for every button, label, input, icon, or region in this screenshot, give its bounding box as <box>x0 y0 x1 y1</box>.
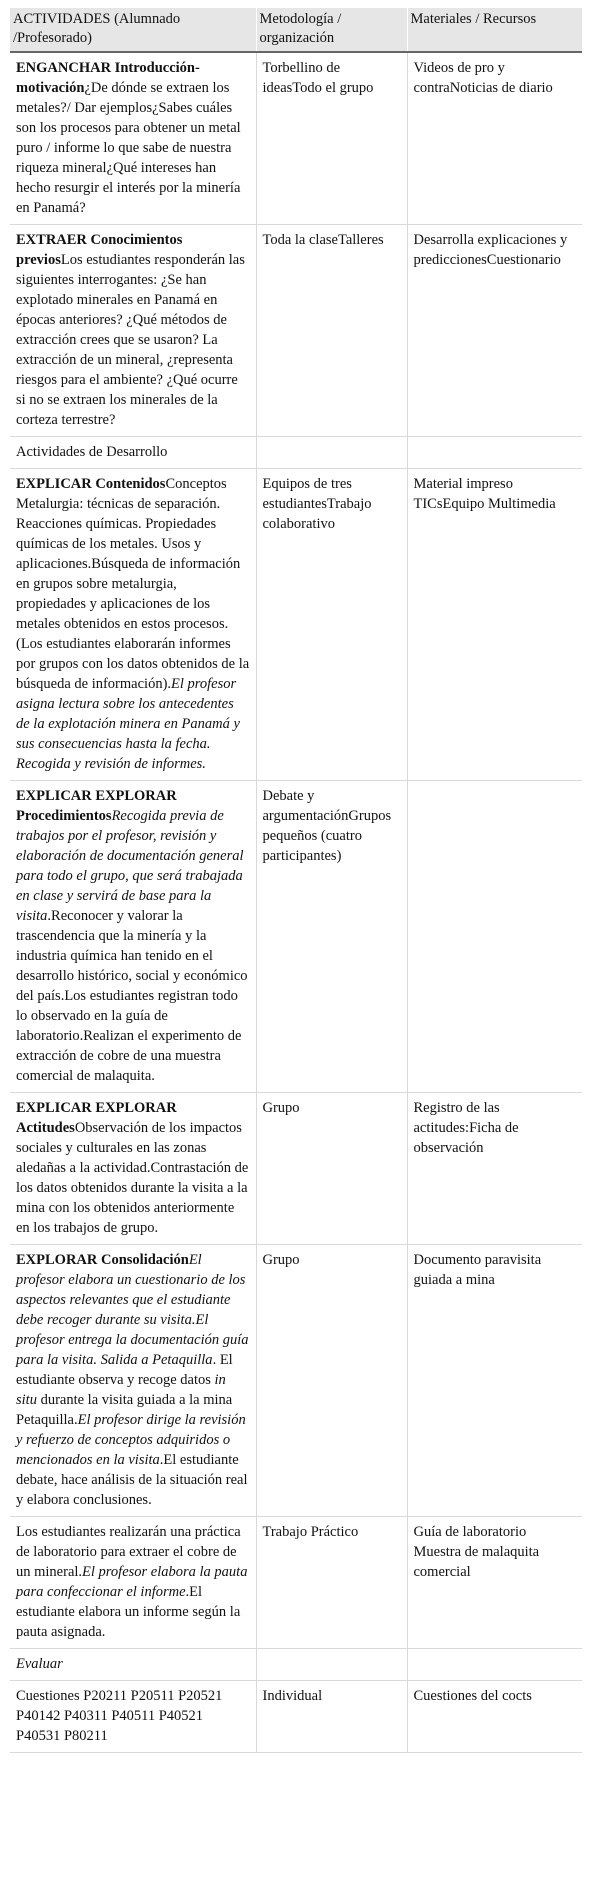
row-explorar-consolidacion <box>10 1245 582 1517</box>
materials-cell: Registro de las actitudes:Ficha de observación <box>407 1093 582 1245</box>
activity-text: ¿De dónde se extraen los metales?/ Dar ejemplos¿Sabes cuáles son los procesos para obtener un metal puro / informe lo que sabe de nuestra riqueza mineral¿Qué intereses han hecho resurgir el interés por la minería en Panamá? <box>16 80 241 216</box>
materials-cell: Desarrolla explicaciones y prediccionesCuestionario <box>407 225 582 437</box>
activity-italic-text: El profesor asigna lectura sobre los antecedentes de la explotación minera en Panamá y sus consecuencias hasta la fecha. Recogida y revisión de informes. <box>16 676 240 772</box>
methodology-cell: Individual <box>256 1681 407 1753</box>
activity-cell <box>10 469 256 781</box>
methodology-cell: Trabajo Práctico <box>256 1517 407 1649</box>
activity-heading: EXPLICAR Contenidos <box>16 476 166 492</box>
row-explicar-contenidos <box>10 469 582 781</box>
activity-heading: EXPLICAR EXPLORAR Procedimientos <box>16 788 177 824</box>
materials-cell: Documento paravisita guiada a mina <box>407 1245 582 1517</box>
materials-cell: Videos de pro y contraNoticias de diario <box>407 52 582 225</box>
header-methodology: Metodología / organización <box>256 8 407 52</box>
row-extraer <box>10 225 582 437</box>
activity-cell <box>10 1681 256 1753</box>
activity-text: Observación de los impactos sociales y culturales en las zonas aledañas a la actividad.Contrastación de los datos obtenidos durante la visita a la mina con los obtenidos anteriormente en los trabajos de grupo. <box>16 1120 249 1236</box>
header-materials: Materiales / Recursos <box>407 8 582 52</box>
activity-cell <box>10 1093 256 1245</box>
methodology-cell: Debate y argumentaciónGrupos pequeños (cuatro participantes) <box>256 781 407 1093</box>
activity-italic-text: Evaluar <box>16 1656 63 1672</box>
activity-text: Los estudiantes responderán las siguientes interrogantes: ¿Se han explotado minerales en Panamá en épocas anteriores? ¿Qué métodos de extracción crees que se usaron? La extracción de un mineral, ¿representa riesgos para el ambiente? ¿Qué ocurre si no se extraen los minerales de la corteza terrestre? <box>16 252 245 428</box>
activity-cell <box>10 52 256 225</box>
activity-text: .El estudiante elabora un informe según la pauta asignada. <box>16 1584 241 1640</box>
activity-cell <box>10 437 256 469</box>
activity-text: Cuestiones P20211 P20511 P20521 P40142 P40311 P40511 P40521 P40531 P80211 <box>16 1688 223 1744</box>
methodology-cell <box>256 1649 407 1681</box>
activities-table <box>10 8 582 1753</box>
row-explicar-explorar-procedimientos <box>10 781 582 1093</box>
activity-italic-text: in situ <box>16 1372 226 1408</box>
activity-cell <box>10 1517 256 1649</box>
materials-cell: Guía de laboratorio Muestra de malaquita comercial <box>407 1517 582 1649</box>
header-activities: ACTIVIDADES (Alumnado /Profesorado) <box>10 8 256 52</box>
activity-cell <box>10 1649 256 1681</box>
methodology-cell: Grupo <box>256 1245 407 1517</box>
activity-text: Conceptos Metalurgia: técnicas de separación. Reacciones químicas. Propiedades químicas de los metales. Usos y aplicaciones.Búsqueda de información en grupos sobre metalurgia, propiedades y aplicaciones de los metales obtenidos en estos procesos. (Los estudiantes elaborarán informes por grupos con los datos obtenidos de la búsqueda de información). <box>16 476 250 692</box>
methodology-cell: Grupo <box>256 1093 407 1245</box>
materials-cell <box>407 1649 582 1681</box>
methodology-cell <box>256 437 407 469</box>
methodology-cell: Toda la claseTalleres <box>256 225 407 437</box>
activity-text: .Reconocer y valorar la trascendencia que la minería y la industria química han tenido en el desarrollo histórico, social y económico del país.Los estudiantes registran todo lo observado en la guía de laboratorio.Realizan el experimento de extracción de cobre de una muestra comercial de malaquita. <box>16 908 248 1084</box>
activity-heading: ENGANCHAR Introducción-motivación <box>16 60 200 96</box>
methodology-cell: Equipos de tres estudiantesTrabajo colaborativo <box>256 469 407 781</box>
activity-text: . El estudiante observa y recoge datos <box>16 1352 233 1388</box>
activity-text: durante la visita guiada a la mina Petaquilla. <box>16 1392 233 1428</box>
activity-cell <box>10 225 256 437</box>
materials-cell <box>407 781 582 1093</box>
activity-text: Actividades de Desarrollo <box>16 444 168 460</box>
materials-cell: Material impreso TICsEquipo Multimedia <box>407 469 582 781</box>
materials-cell: Cuestiones del cocts <box>407 1681 582 1753</box>
activity-cell <box>10 1245 256 1517</box>
materials-cell <box>407 437 582 469</box>
activity-text: .El estudiante debate, hace análisis de la situación real y elabora conclusiones. <box>16 1452 248 1508</box>
activity-italic-text: El profesor elabora la pauta para confeccionar el informe <box>16 1564 248 1600</box>
row-cuestiones <box>10 1681 582 1753</box>
activity-italic-text: El profesor elabora un cuestionario de los aspectos relevantes que el estudiante debe recoger durante su visita.El profesor entrega la documentación guía para la visita. Salida a Petaquilla <box>16 1252 249 1368</box>
activity-italic-text: Recogida previa de trabajos por el profesor, revisión y elaboración de documentación general para todo el grupo, que será trabajada en clase y servirá de base para la visita <box>16 808 244 924</box>
row-practica-laboratorio <box>10 1517 582 1649</box>
table-header <box>10 8 582 52</box>
row-explicar-explorar-actitudes <box>10 1093 582 1245</box>
activity-text: Los estudiantes realizarán una práctica de laboratorio para extraer el cobre de un mineral. <box>16 1524 241 1580</box>
row-enganchar <box>10 52 582 225</box>
activity-heading: EXPLORAR Consolidación <box>16 1252 189 1268</box>
row-desarrollo <box>10 437 582 469</box>
table-body <box>10 52 582 1753</box>
row-evaluar <box>10 1649 582 1681</box>
header-row <box>10 8 582 52</box>
activity-heading: EXTRAER Conocimientos previos <box>16 232 183 268</box>
activity-italic-text: El profesor dirige la revisión y refuerzo de conceptos adquiridos o mencionados en la visita <box>16 1412 246 1468</box>
activity-heading: EXPLICAR EXPLORAR Actitudes <box>16 1100 177 1136</box>
methodology-cell: Torbellino de ideasTodo el grupo <box>256 52 407 225</box>
activity-cell <box>10 781 256 1093</box>
